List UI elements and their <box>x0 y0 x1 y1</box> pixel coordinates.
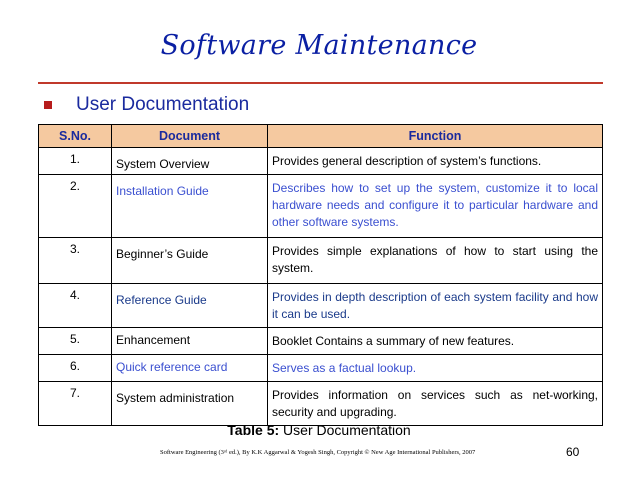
table-row <box>39 238 603 284</box>
function-text: Booklet Contains a summary of new features. <box>272 334 515 348</box>
document-name: Quick reference card <box>116 360 228 374</box>
cell-document <box>112 148 268 175</box>
table-row <box>39 355 603 382</box>
document-name: System administration <box>116 391 235 405</box>
table-row <box>39 175 603 238</box>
cell-document <box>112 175 268 238</box>
cell-sno: 6. <box>39 355 112 382</box>
cell-sno: 7. <box>39 382 112 426</box>
cell-sno: 5. <box>39 328 112 355</box>
cell-document <box>112 355 268 382</box>
header-function: Function <box>268 125 603 148</box>
table-row <box>39 382 603 426</box>
footer-citation: Software Engineering (3ʳᵈ ed.), By K.K Aggarwal & Yogesh Singh, Copyright © New Age International Publishers, 2007 <box>160 449 476 456</box>
cell-document <box>112 382 268 426</box>
cell-function <box>268 355 603 382</box>
cell-sno: 2. <box>39 175 112 238</box>
caption-text: User Documentation <box>279 422 411 438</box>
cell-function <box>268 148 603 175</box>
cell-document <box>112 238 268 284</box>
caption-label: Table 5: <box>227 422 280 438</box>
bullet-text: User Documentation <box>76 94 250 115</box>
bullet-item <box>44 94 249 116</box>
function-text: Provides simple explanations of how to start using the system. <box>272 244 598 275</box>
title-divider <box>38 82 603 84</box>
cell-document <box>112 328 268 355</box>
documentation-table <box>38 124 603 426</box>
document-name: Enhancement <box>116 333 191 347</box>
cell-sno: 1. <box>39 148 112 175</box>
table-caption <box>0 422 638 438</box>
table-row <box>39 328 603 355</box>
page-number: 60 <box>566 445 580 459</box>
cell-document <box>112 284 268 328</box>
function-text: Serves as a factual lookup. <box>272 361 417 375</box>
table-row <box>39 284 603 328</box>
document-name: Installation Guide <box>116 184 209 198</box>
document-name: Beginner’s Guide <box>116 247 209 261</box>
document-name: Reference Guide <box>116 293 207 307</box>
document-name: System Overview <box>116 157 210 171</box>
cell-function <box>268 328 603 355</box>
cell-sno: 3. <box>39 238 112 284</box>
cell-function <box>268 175 603 238</box>
cell-function <box>268 238 603 284</box>
square-bullet-icon <box>44 101 52 109</box>
header-document: Document <box>112 125 268 148</box>
function-text: Provides information on services such as net-working, security and upgrading. <box>272 388 598 419</box>
cell-function <box>268 284 603 328</box>
table-row <box>39 148 603 175</box>
slide-title: Software Maintenance <box>160 30 478 61</box>
cell-sno: 4. <box>39 284 112 328</box>
function-text: Provides general description of system’s functions. <box>272 154 542 168</box>
function-text: Describes how to set up the system, customize it to local hardware needs and configure it to particular hardware and other software systems. <box>272 181 598 229</box>
cell-function <box>268 382 603 426</box>
function-text: Provides in depth description of each system facility and how it can be used. <box>272 290 598 321</box>
header-sno: S.No. <box>39 125 112 148</box>
table-header-row <box>39 125 603 148</box>
